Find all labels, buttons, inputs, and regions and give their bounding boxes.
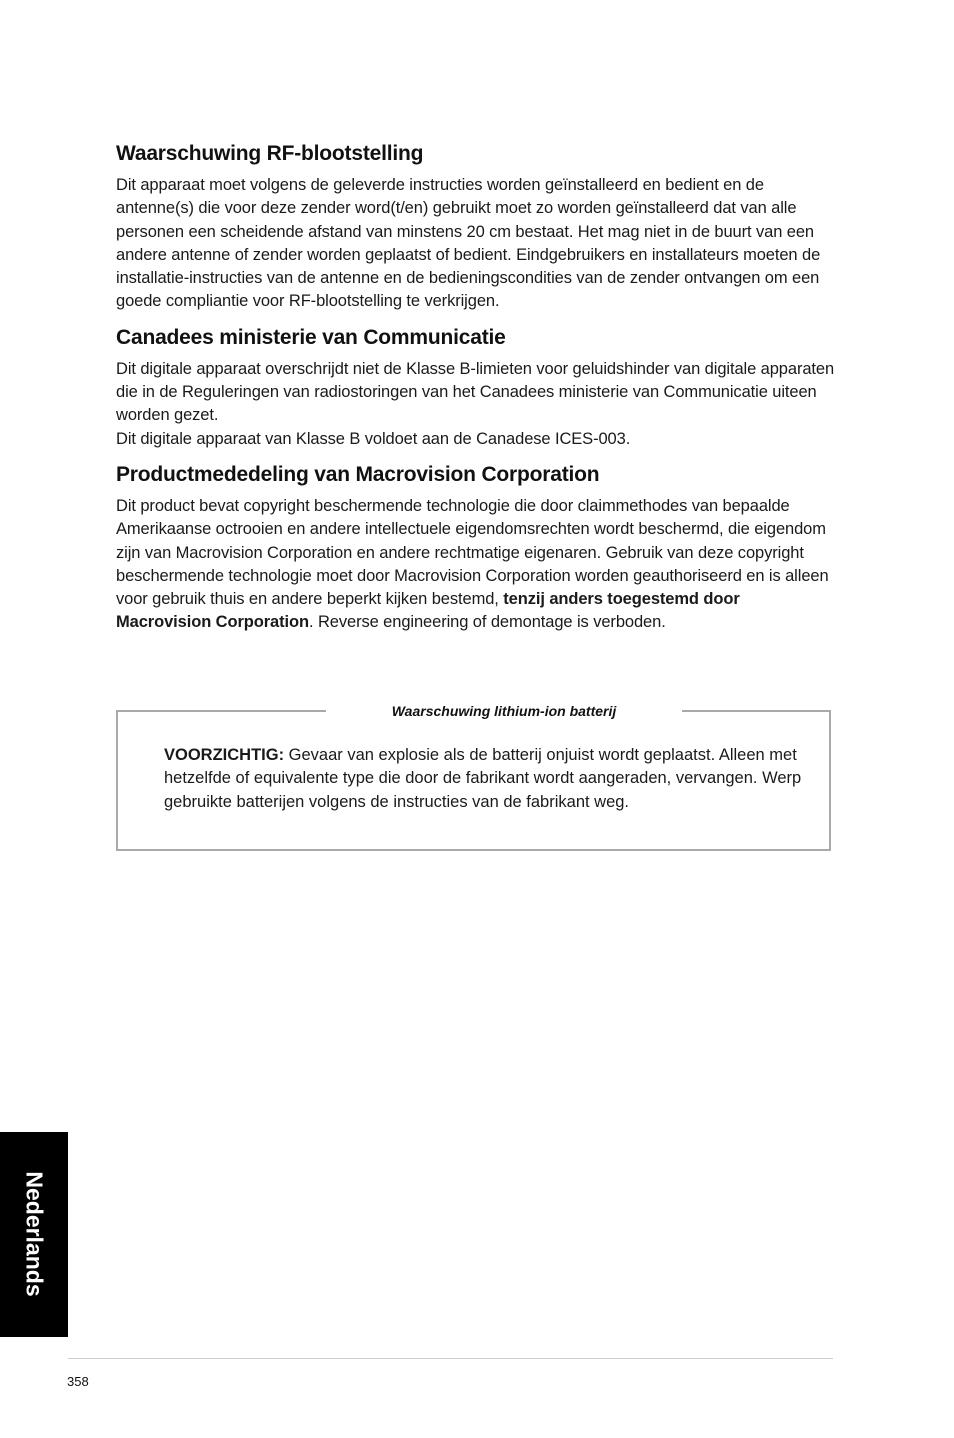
- paragraph-bold-text: tenzij anders toegestemd door Macrovision Corporation: [116, 590, 740, 632]
- section-paragraph: Dit digitale apparaat van Klasse B voldoet aan de Canadese ICES-003.: [116, 429, 631, 448]
- battery-warning-text: [164, 744, 828, 814]
- section-canadian-doc: [116, 326, 836, 451]
- section-rf-exposure: [116, 142, 836, 314]
- section-heading: Productmededeling van Macrovision Corporation: [116, 462, 600, 486]
- paragraph-text: Dit product bevat copyright beschermende technologie die door claimmethodes van bepaalde Amerikaanse octrooien en andere intellectuele eigendomsrechten wordt beschermd, die eigendom zijn van Macrovision Corporation en andere rechtmatige eigenaren. Gebruik van deze copyright beschermende technologie moet door Macrovision Corporation worden geauthoriseerd en is alleen voor gebruik thuis en andere beperkt kijken bestemd,: [116, 496, 829, 609]
- section-paragraph: [116, 495, 836, 635]
- section-paragraph: Dit apparaat moet volgens de geleverde instructies worden geïnstalleerd en bedient en de antenne(s) die voor deze zender word(t/en) gebruikt moet zo worden geïnstalleerd dat van alle personen een scheidende afstand van minstens 20 cm bestaat. Het mag niet in de buurt van een andere antenne of zender worden geplaatst of bedient. Eindgebruikers en installateurs moeten de installatie-instructies van de antenne en de bedieningscondities van de zender ontvangen om een goede compliantie voor RF-blootstelling te verkrijgen.: [116, 176, 821, 311]
- battery-warning-title: Waarschuwing lithium-ion batterij: [326, 700, 682, 722]
- section-macrovision: [116, 463, 836, 635]
- footer-divider: [68, 1358, 833, 1359]
- paragraph-text: . Reverse engineering of demontage is verboden.: [308, 613, 666, 632]
- section-heading: Waarschuwing RF-blootstelling: [116, 142, 424, 165]
- page-number: 358: [67, 1374, 89, 1389]
- caution-text: Gevaar van explosie als de batterij onjuist wordt geplaatst. Alleen met hetzelfde of equivalente type die door de fabrikant wordt aangeraden, vervangen. Werp gebruikte batterijen volgens de instructies van de fabrikant weg.: [164, 746, 802, 811]
- language-tab-label: Nederlands: [21, 1171, 48, 1297]
- language-side-tab: [0, 1132, 68, 1337]
- section-paragraph: Dit digitale apparaat overschrijdt niet de Klasse B-limieten voor geluidshinder van digitale apparaten die in de Reguleringen van radiostoringen van het Canadees ministerie van Communicatie uiteen worden gezet.: [116, 359, 835, 425]
- caution-label: VOORZICHTIG:: [164, 746, 285, 764]
- page-content: [116, 142, 836, 647]
- section-heading: Canadees ministerie van Communicatie: [116, 325, 506, 349]
